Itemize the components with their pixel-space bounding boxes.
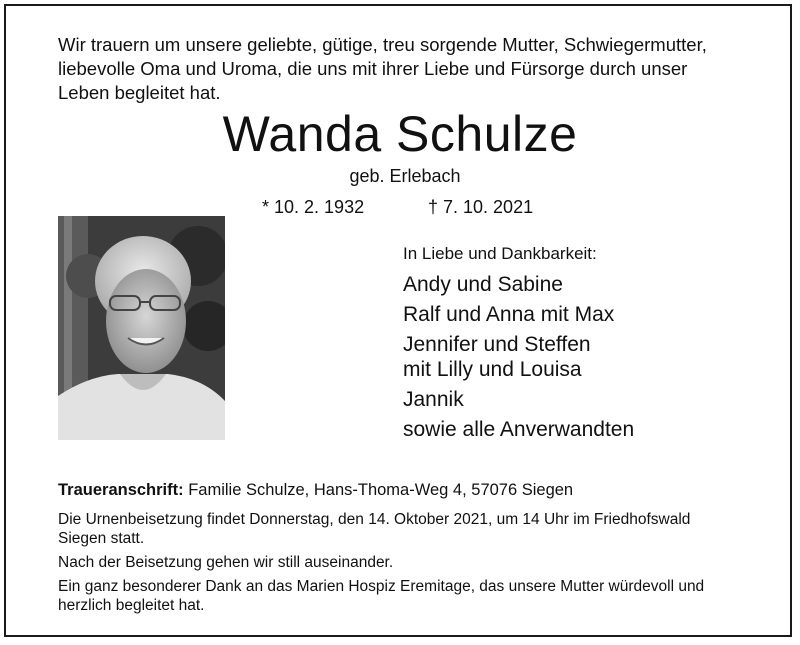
birth-date: * 10. 2. 1932 — [262, 197, 365, 217]
mourner-entry — [403, 273, 634, 298]
portrait-photo — [58, 216, 225, 440]
maiden-name: geb. Erlebach — [349, 166, 461, 186]
funeral-notes — [58, 510, 742, 620]
mourner-entry — [403, 388, 634, 413]
note-paragraph: Die Urnenbeisetzung findet Donnerstag, den 14. Oktober 2021, um 14 Uhr im Friedhofswald Siegen statt. — [58, 511, 691, 547]
mourner-name: mit Lilly und Louisa — [403, 357, 582, 381]
thanks-heading: In Liebe und Dankbarkeit: — [403, 244, 597, 263]
address-value: Familie Schulze, Hans-Thoma-Weg 4, 57076 Siegen — [188, 481, 574, 499]
intro-line: Wir trauern um unsere geliebte, gütige, treu sorgende Mutter, Schwiegermutter, — [58, 34, 707, 55]
deceased-name: Wanda Schulze — [222, 106, 578, 162]
mourner-name: Ralf und Anna mit Max — [403, 303, 615, 326]
mourner-entry — [403, 333, 634, 382]
mourner-name: Andy und Sabine — [403, 273, 563, 296]
mourner-name: sowie alle Anverwandten — [403, 417, 635, 441]
mourner-name: Jannik — [403, 387, 464, 411]
note-paragraph: Nach der Beisetzung gehen wir still auseinander. — [58, 554, 394, 571]
mourner-entry — [403, 418, 634, 443]
mourners-list — [403, 273, 634, 448]
intro-text — [58, 33, 742, 105]
intro-line: liebevolle Oma und Uroma, die uns mit ihrer Liebe und Fürsorge durch unser — [58, 58, 688, 79]
mourning-address — [58, 479, 573, 501]
portrait-photo-icon — [58, 216, 225, 440]
mourner-entry — [403, 303, 634, 328]
mourner-name: Jennifer und Steffen — [403, 333, 591, 356]
note-paragraph: Ein ganz besonderer Dank an das Marien Hospiz Eremitage, das unsere Mutter würdevoll und herzlich begleitet hat. — [58, 578, 705, 614]
death-date: † 7. 10. 2021 — [428, 197, 534, 217]
address-label: Traueranschrift: — [58, 481, 184, 499]
intro-line: Leben begleitet hat. — [58, 82, 221, 103]
